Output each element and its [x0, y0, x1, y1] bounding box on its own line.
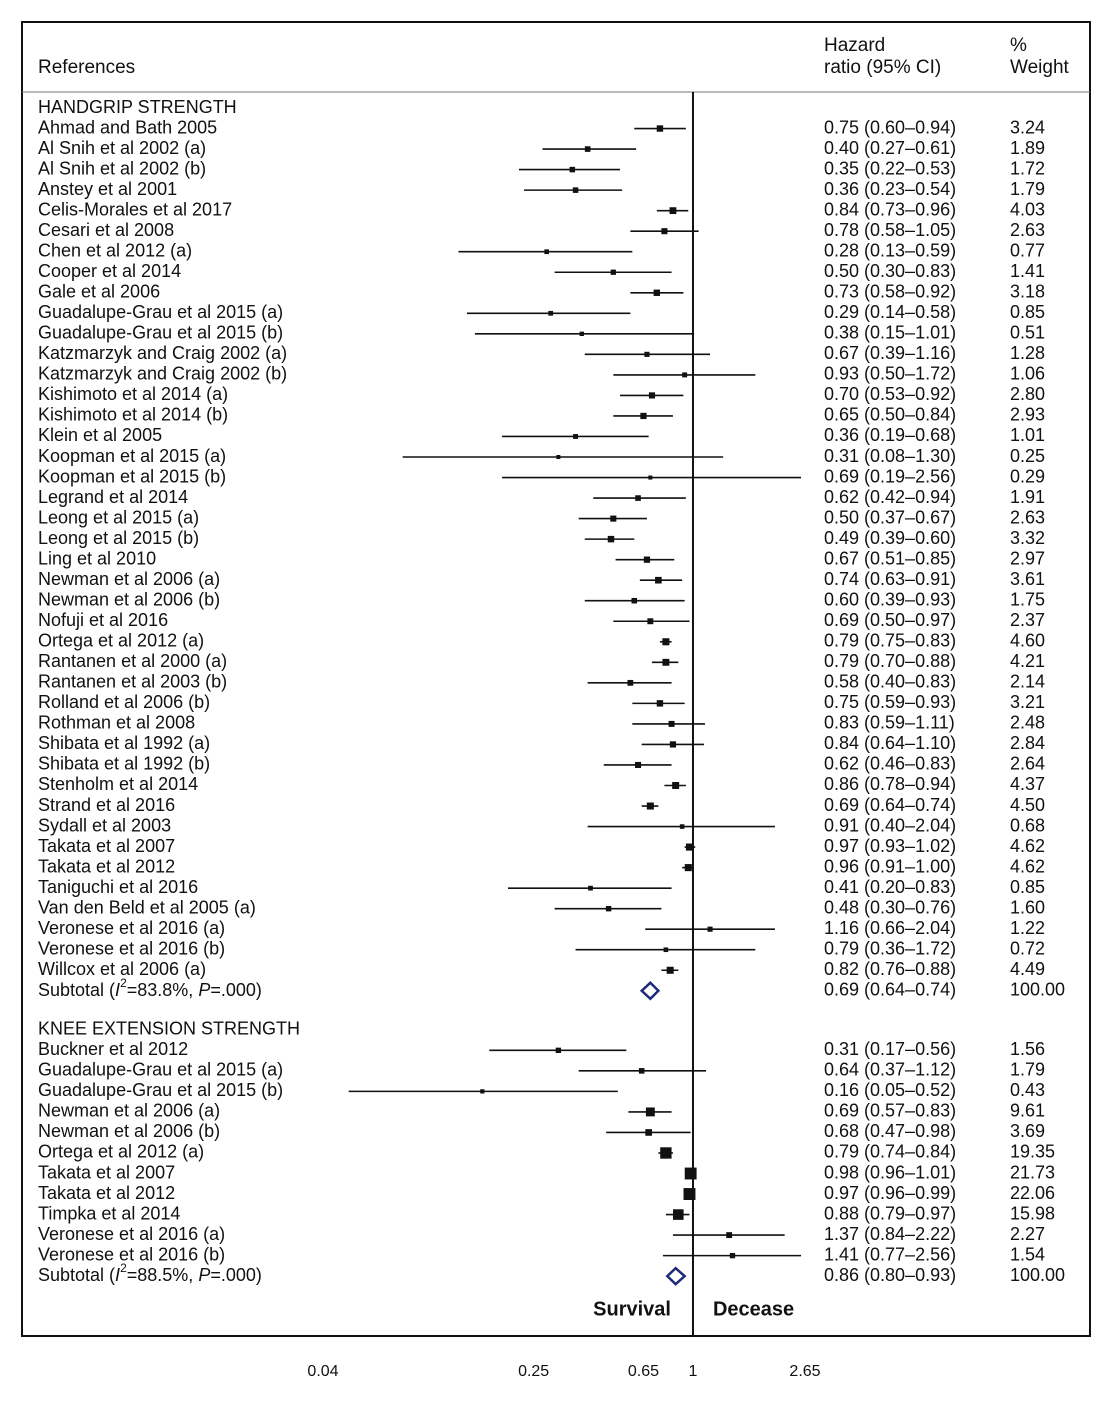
study-hr-ci: 0.67 (0.39–1.16) [824, 343, 957, 364]
study-weight: 0.51 [1010, 322, 1046, 343]
header-hazard: Hazard [824, 35, 886, 57]
study-name: Strand et al 2016 [38, 794, 176, 815]
study-hr-ci: 0.69 (0.64–0.74) [824, 794, 957, 815]
table-row [38, 1203, 1055, 1223]
point-estimate [680, 824, 685, 829]
study-hr-ci: 0.97 (0.96–0.99) [824, 1182, 957, 1203]
table-row [38, 240, 1045, 260]
point-estimate [669, 721, 675, 727]
point-estimate [686, 844, 693, 851]
study-hr-ci: 0.73 (0.58–0.92) [824, 281, 957, 302]
subtotal-label: Subtotal ($I^2=88.5\%$, P=.000) [38, 1261, 262, 1285]
subtotal-hr-ci: 0.69 (0.64–0.74) [824, 979, 957, 1000]
study-weight: 2.27 [1010, 1223, 1046, 1244]
point-estimate [670, 207, 677, 214]
study-hr-ci: 0.38 (0.15–1.01) [824, 322, 957, 343]
study-hr-ci: 0.82 (0.76–0.88) [824, 959, 957, 980]
point-estimate [647, 618, 653, 624]
study-weight: 4.37 [1010, 774, 1046, 795]
study-name: Klein et al 2005 [38, 425, 163, 446]
table-row [38, 631, 1045, 651]
study-name: Koopman et al 2015 (b) [38, 466, 227, 487]
subtotal-hr-ci: 0.86 (0.80–0.93) [824, 1264, 957, 1285]
study-hr-ci: 0.40 (0.27–0.61) [824, 137, 957, 158]
study-hr-ci: 1.37 (0.84–2.22) [824, 1223, 957, 1244]
x-tick-label: 0.65 [627, 1363, 660, 1381]
point-estimate [649, 392, 655, 398]
study-weight: 1.01 [1010, 425, 1046, 446]
study-hr-ci: 0.67 (0.51–0.85) [824, 548, 957, 569]
study-name: Rantanen et al 2003 (b) [38, 671, 228, 692]
point-estimate [632, 598, 638, 604]
study-weight: 1.91 [1010, 486, 1046, 507]
point-estimate [573, 434, 578, 439]
study-weight: 0.43 [1010, 1080, 1046, 1101]
study-name: Guadalupe-Grau et al 2015 (b) [38, 1080, 284, 1101]
table-row [38, 528, 1045, 548]
point-estimate [648, 476, 652, 480]
x-tick-label: 1 [688, 1363, 698, 1381]
table-row [38, 507, 1045, 527]
study-weight: 4.21 [1010, 651, 1046, 672]
table-row [38, 897, 1045, 917]
direction-label-survival: Survival [593, 1298, 671, 1321]
study-name: Veronese et al 2016 (a) [38, 1223, 226, 1244]
table-row [38, 405, 1045, 425]
study-name: Willcox et al 2006 (a) [38, 959, 207, 980]
study-hr-ci: 0.96 (0.91–1.00) [824, 856, 957, 877]
study-name: Kishimoto et al 2014 (b) [38, 404, 229, 425]
study-name: Van den Beld et al 2005 (a) [38, 897, 256, 918]
study-hr-ci: 0.86 (0.78–0.94) [824, 774, 957, 795]
study-name: Timpka et al 2014 [38, 1203, 181, 1224]
table-row [38, 548, 1045, 568]
table-row [38, 1039, 1045, 1059]
point-estimate [730, 1253, 735, 1258]
study-weight: 2.37 [1010, 610, 1046, 630]
x-axis [307, 1363, 820, 1380]
study-weight: 2.48 [1010, 712, 1046, 733]
table-row [38, 1080, 1045, 1100]
table-row [38, 1224, 1045, 1244]
study-name: Guadalupe-Grau et al 2015 (a) [38, 302, 284, 323]
point-estimate [606, 906, 611, 911]
point-estimate [480, 1089, 484, 1093]
study-hr-ci: 0.62 (0.46–0.83) [824, 753, 957, 774]
study-weight: 4.60 [1010, 630, 1046, 651]
study-name: Ortega et al 2012 (a) [38, 630, 205, 651]
study-weight: 21.73 [1010, 1162, 1056, 1183]
subtotal-weight: 100.00 [1010, 1264, 1066, 1285]
study-weight: 4.50 [1010, 794, 1046, 815]
point-estimate [646, 1107, 655, 1116]
study-name: Newman et al 2006 (b) [38, 1121, 221, 1142]
table-row [38, 282, 1045, 302]
study-weight: 2.63 [1010, 507, 1046, 528]
study-hr-ci: 0.41 (0.20–0.83) [824, 876, 957, 897]
study-hr-ci: 0.93 (0.50–1.72) [824, 363, 957, 384]
study-weight: 4.62 [1010, 835, 1046, 856]
study-weight: 0.68 [1010, 815, 1046, 836]
table-row [38, 158, 1045, 178]
study-name: Takata et al 2007 [38, 835, 176, 856]
study-weight: 9.61 [1010, 1100, 1046, 1121]
table-row [38, 1244, 1045, 1264]
study-hr-ci: 0.49 (0.39–0.60) [824, 527, 957, 548]
study-weight: 1.22 [1010, 917, 1046, 938]
study-weight: 2.80 [1010, 384, 1046, 405]
table-row [38, 138, 1045, 158]
header-weight: Weight [1010, 57, 1069, 79]
point-estimate [662, 659, 669, 666]
table-row [38, 651, 1045, 671]
study-hr-ci: 0.79 (0.36–1.72) [824, 938, 957, 959]
study-name: Al Snih et al 2002 (b) [38, 158, 207, 179]
study-weight: 3.32 [1010, 527, 1046, 548]
study-rows [38, 97, 1065, 1285]
study-weight: 1.79 [1010, 1059, 1046, 1080]
study-hr-ci: 0.29 (0.14–0.58) [824, 302, 957, 323]
table-row [38, 856, 1045, 876]
study-name: Gale et al 2006 [38, 281, 161, 302]
point-estimate [654, 290, 660, 296]
point-estimate [667, 967, 674, 974]
point-estimate [682, 372, 687, 377]
point-estimate [685, 864, 692, 871]
study-name: Celis-Morales et al 2017 [38, 199, 233, 220]
table-row [38, 1162, 1055, 1182]
study-name: Guadalupe-Grau et al 2015 (a) [38, 1059, 284, 1080]
study-name: Rantanen et al 2000 (a) [38, 651, 228, 672]
point-estimate [570, 167, 575, 172]
study-hr-ci: 0.84 (0.73–0.96) [824, 199, 957, 220]
point-estimate [670, 741, 676, 747]
subtotal-weight: 100.00 [1010, 979, 1066, 1000]
study-weight: 1.56 [1010, 1039, 1046, 1060]
study-weight: 1.72 [1010, 158, 1046, 179]
study-hr-ci: 1.16 (0.66–2.04) [824, 917, 957, 938]
header-references: References [38, 57, 136, 79]
study-weight: 3.24 [1010, 117, 1046, 138]
table-row [38, 466, 1045, 486]
table-row [38, 117, 1045, 137]
study-name: Shibata et al 1992 (b) [38, 753, 211, 774]
study-hr-ci: 0.75 (0.60–0.94) [824, 117, 957, 138]
x-tick-label: 0.04 [307, 1363, 339, 1381]
study-hr-ci: 0.91 (0.40–2.04) [824, 815, 957, 836]
point-estimate [556, 455, 560, 459]
table-row [38, 959, 1045, 979]
direction-label-decease: Decease [712, 1298, 795, 1321]
study-hr-ci: 0.31 (0.17–0.56) [824, 1039, 957, 1060]
study-hr-ci: 0.88 (0.79–0.97) [824, 1203, 957, 1224]
point-estimate [608, 536, 614, 542]
point-estimate [657, 125, 663, 131]
study-hr-ci: 0.16 (0.05–0.52) [824, 1080, 957, 1101]
study-hr-ci: 0.97 (0.93–1.02) [824, 835, 957, 856]
point-estimate [685, 1168, 697, 1180]
study-weight: 15.98 [1010, 1203, 1056, 1224]
study-name: Newman et al 2006 (a) [38, 1100, 221, 1121]
table-row [38, 220, 1045, 240]
study-hr-ci: 0.60 (0.39–0.93) [824, 589, 957, 610]
study-weight: 0.77 [1010, 240, 1046, 261]
study-name: Kishimoto et al 2014 (a) [38, 384, 229, 405]
point-estimate [548, 311, 553, 316]
study-name: Veronese et al 2016 (a) [38, 917, 226, 938]
table-row [38, 1183, 1055, 1203]
study-hr-ci: 0.75 (0.59–0.93) [824, 692, 957, 713]
table-row [38, 1121, 1045, 1141]
study-hr-ci: 0.83 (0.59–1.11) [824, 712, 955, 733]
study-name: Veronese et al 2016 (b) [38, 1244, 226, 1265]
study-weight: 1.60 [1010, 897, 1046, 918]
study-weight: 2.93 [1010, 404, 1046, 425]
point-estimate [611, 270, 616, 275]
study-name: Shibata et al 1992 (a) [38, 733, 211, 754]
point-estimate [635, 762, 641, 768]
point-estimate [655, 577, 662, 584]
study-weight: 0.85 [1010, 876, 1046, 897]
table-row [38, 774, 1045, 794]
study-weight: 2.84 [1010, 733, 1046, 754]
study-weight: 2.64 [1010, 753, 1046, 774]
study-hr-ci: 0.35 (0.22–0.53) [824, 158, 957, 179]
table-row [38, 179, 1045, 199]
table-row [38, 446, 1045, 466]
study-name: Ling et al 2010 [38, 548, 157, 569]
table-row [38, 918, 1045, 938]
header-percent: % [1010, 35, 1027, 57]
subtotal-label: Subtotal ($I^2=83.8\%$, P=.000) [38, 975, 262, 1000]
table-row [38, 323, 1045, 343]
study-hr-ci: 0.69 (0.57–0.83) [824, 1100, 957, 1121]
table-row [38, 713, 1045, 733]
study-weight: 4.49 [1010, 959, 1046, 980]
point-estimate [664, 947, 669, 952]
study-name: Cooper et al 2014 [38, 260, 182, 281]
study-weight: 0.25 [1010, 445, 1046, 466]
study-hr-ci: 0.50 (0.30–0.83) [824, 260, 957, 281]
subtotal-row [38, 1261, 1065, 1285]
table-row [38, 425, 1045, 445]
study-hr-ci: 0.70 (0.53–0.92) [824, 384, 957, 405]
study-name: Takata et al 2012 [38, 1182, 176, 1203]
point-estimate [673, 1209, 684, 1220]
study-weight: 19.35 [1010, 1141, 1056, 1162]
study-weight: 1.79 [1010, 178, 1046, 199]
study-name: Katzmarzyk and Craig 2002 (a) [38, 343, 288, 364]
table-row [38, 199, 1045, 219]
study-name: Legrand et al 2014 [38, 486, 189, 507]
point-estimate [635, 495, 641, 501]
study-name: Katzmarzyk and Craig 2002 (b) [38, 363, 288, 384]
study-hr-ci: 0.62 (0.42–0.94) [824, 486, 957, 507]
table-row [38, 1142, 1055, 1162]
study-hr-ci: 0.69 (0.50–0.97) [824, 610, 957, 630]
study-weight: 0.29 [1010, 466, 1046, 487]
study-weight: 1.89 [1010, 137, 1046, 158]
study-hr-ci: 0.79 (0.75–0.83) [824, 630, 957, 651]
x-tick-label: 0.25 [518, 1363, 550, 1381]
point-estimate [684, 1188, 696, 1200]
table-row [38, 1060, 1045, 1080]
point-estimate [580, 332, 584, 336]
study-hr-ci: 0.68 (0.47–0.98) [824, 1121, 957, 1142]
table-row [38, 610, 1045, 630]
study-name: Al Snih et al 2002 (a) [38, 137, 207, 158]
group-title: KNEE EXTENSION STRENGTH [38, 1018, 301, 1039]
study-name: Koopman et al 2015 (a) [38, 445, 227, 466]
study-weight: 1.75 [1010, 589, 1046, 610]
study-hr-ci: 0.65 (0.50–0.84) [824, 404, 957, 425]
column-headers [38, 35, 1070, 78]
study-weight: 22.06 [1010, 1182, 1056, 1203]
table-row [38, 877, 1045, 897]
point-estimate [556, 1048, 561, 1053]
table-row [38, 733, 1045, 753]
study-name: Newman et al 2006 (b) [38, 589, 221, 610]
study-hr-ci: 0.69 (0.19–2.56) [824, 466, 957, 487]
study-name: Cesari et al 2008 [38, 219, 175, 240]
study-hr-ci: 0.28 (0.13–0.59) [824, 240, 957, 261]
point-estimate [707, 927, 712, 932]
table-row [38, 754, 1045, 774]
study-weight: 1.28 [1010, 343, 1046, 364]
table-row [38, 815, 1045, 835]
pooled-diamond [667, 1268, 684, 1284]
point-estimate [610, 516, 616, 522]
study-name: Newman et al 2006 (a) [38, 568, 221, 589]
study-hr-ci: 0.31 (0.08–1.30) [824, 445, 957, 466]
study-name: Anstey et al 2001 [38, 178, 178, 199]
study-name: Leong et al 2015 (b) [38, 527, 200, 548]
study-name: Takata et al 2007 [38, 1162, 176, 1183]
study-name: Nofuji et al 2016 [38, 610, 169, 630]
study-weight: 0.85 [1010, 302, 1046, 323]
x-tick-label: 2.65 [789, 1363, 821, 1381]
point-estimate [544, 249, 549, 254]
study-name: Takata et al 2012 [38, 856, 176, 877]
point-estimate [726, 1232, 732, 1238]
study-hr-ci: 0.36 (0.19–0.68) [824, 425, 957, 446]
study-name: Leong et al 2015 (a) [38, 507, 200, 528]
study-hr-ci: 0.58 (0.40–0.83) [824, 671, 957, 692]
study-name: Chen et al 2012 (a) [38, 240, 193, 261]
study-hr-ci: 0.64 (0.37–1.12) [824, 1059, 957, 1080]
study-hr-ci: 0.50 (0.37–0.67) [824, 507, 957, 528]
study-weight: 2.97 [1010, 548, 1046, 569]
study-name: Buckner et al 2012 [38, 1039, 189, 1060]
point-estimate [644, 352, 649, 357]
study-weight: 0.72 [1010, 938, 1046, 959]
table-row [38, 384, 1045, 404]
pooled-diamond [642, 983, 659, 999]
study-name: Rothman et al 2008 [38, 712, 196, 733]
study-name: Veronese et al 2016 (b) [38, 938, 226, 959]
table-row [38, 1101, 1045, 1121]
point-estimate [640, 413, 646, 419]
table-row [38, 364, 1045, 384]
study-name: Guadalupe-Grau et al 2015 (b) [38, 322, 284, 343]
subtotal-row [38, 976, 1065, 1000]
table-row [38, 938, 1045, 958]
table-row [38, 589, 1045, 609]
point-estimate [662, 638, 669, 645]
group-title: HANDGRIP STRENGTH [38, 96, 237, 117]
study-weight: 1.06 [1010, 363, 1046, 384]
table-row [38, 795, 1045, 815]
study-hr-ci: 0.84 (0.64–1.10) [824, 733, 957, 754]
study-name: Stenholm et al 2014 [38, 774, 199, 795]
study-hr-ci: 0.79 (0.70–0.88) [824, 651, 957, 672]
study-name: Ahmad and Bath 2005 [38, 117, 218, 138]
table-row [38, 836, 1045, 856]
point-estimate [661, 228, 667, 234]
point-estimate [647, 803, 654, 810]
study-weight: 3.18 [1010, 281, 1046, 302]
study-weight: 4.62 [1010, 856, 1046, 877]
study-weight: 3.21 [1010, 692, 1046, 713]
header-ratio-ci: ratio (95% CI) [824, 57, 942, 79]
point-estimate [585, 146, 591, 152]
point-estimate [639, 1068, 645, 1074]
study-weight: 1.54 [1010, 1244, 1046, 1265]
study-weight: 1.41 [1010, 260, 1046, 281]
study-hr-ci: 0.36 (0.23–0.54) [824, 178, 957, 199]
study-weight: 2.63 [1010, 219, 1046, 240]
point-estimate [588, 886, 593, 891]
point-estimate [644, 557, 650, 563]
table-row [38, 569, 1045, 589]
study-name: Rolland et al 2006 (b) [38, 692, 211, 713]
study-weight: 2.14 [1010, 671, 1046, 692]
study-hr-ci: 1.41 (0.77–2.56) [824, 1244, 957, 1265]
study-hr-ci: 0.79 (0.74–0.84) [824, 1141, 957, 1162]
table-row [38, 343, 1045, 363]
point-estimate [657, 700, 663, 706]
study-hr-ci: 0.48 (0.30–0.76) [824, 897, 957, 918]
point-estimate [672, 782, 679, 789]
study-name: Sydall et al 2003 [38, 815, 172, 836]
study-hr-ci: 0.98 (0.96–1.01) [824, 1162, 957, 1183]
study-weight: 4.03 [1010, 199, 1046, 220]
point-estimate [573, 187, 579, 193]
study-weight: 3.61 [1010, 568, 1046, 589]
table-row [38, 261, 1045, 281]
study-hr-ci: 0.74 (0.63–0.91) [824, 568, 957, 589]
point-estimate [660, 1147, 671, 1158]
study-weight: 3.69 [1010, 1121, 1046, 1142]
point-estimate [645, 1129, 652, 1136]
study-name: Ortega et al 2012 (a) [38, 1141, 205, 1162]
table-row [38, 487, 1045, 507]
study-hr-ci: 0.78 (0.58–1.05) [824, 219, 957, 240]
table-row [38, 672, 1045, 692]
study-name: Taniguchi et al 2016 [38, 876, 199, 897]
table-row [38, 692, 1045, 712]
table-row [38, 302, 1045, 322]
point-estimate [627, 680, 633, 686]
